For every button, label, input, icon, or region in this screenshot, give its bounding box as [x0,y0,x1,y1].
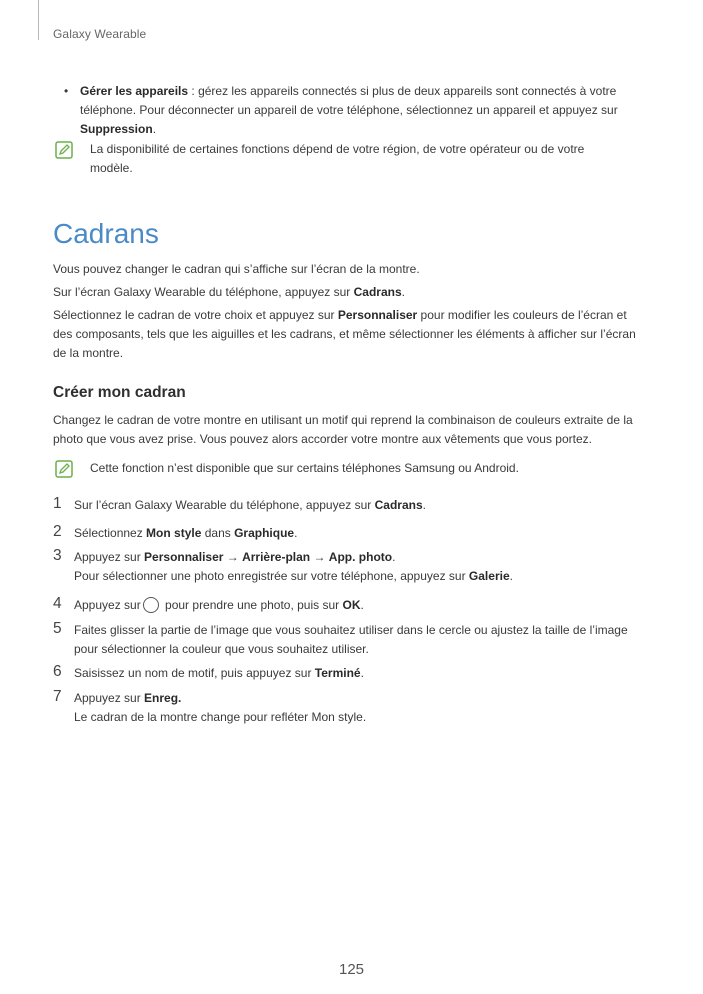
term: App. photo [328,550,393,564]
text: Appuyez sur [74,598,141,612]
step-text: Faites glisser la partie de l’image que vous souhaitez utiliser dans le cercle ou ajustez la taille de l’image pour sélectionner la couleur que vous souhaitez utiliser. [74,623,628,656]
text: Le cadran de la montre change pour refléter Mon style. [74,710,367,724]
term: Terminé [314,666,361,680]
header-divider [38,0,39,40]
paragraph [53,306,648,363]
step-item [53,524,648,543]
note-icon [55,460,73,478]
bullet-text [80,82,644,139]
step-item [53,664,648,683]
term: Personnaliser [337,308,418,322]
step-text [74,496,648,515]
text: Pour sélectionner une photo enregistrée sur votre téléphone, appuyez sur [74,569,469,583]
text: . [294,526,298,540]
text: Saisissez un nom de motif, puis appuyez sur [74,666,315,680]
bullet-mark: • [64,84,69,98]
step-item [53,596,648,615]
text: . [401,285,405,299]
term: Mon style [146,526,202,540]
step-text [74,689,648,727]
term: Enreg. [144,691,182,705]
step-number: 3 [53,547,62,564]
paragraph: Vous pouvez changer le cadran qui s’affiche sur l’écran de la montre. [53,262,420,276]
step-number: 7 [53,688,62,705]
term: Gérer les appareils [80,84,189,98]
term: Galerie [468,569,510,583]
term: Arrière-plan [242,550,311,564]
note-icon [55,141,73,159]
text: : gérez les appareils connectés si plus de deux appareils sont connectés à votre téléphone. Pour déconnecter un appareil de votre téléphone, sélectionnez un appareil et appuyez sur [80,84,618,117]
text: Appuyez sur [74,550,145,564]
text: Sur l’écran Galaxy Wearable du téléphone, appuyez sur [53,285,354,299]
term: OK [342,598,361,612]
step-text [74,548,648,586]
arrow: → [223,550,243,564]
note-text: Cette fonction n’est disponible que sur certains téléphones Samsung ou Android. [90,461,519,475]
text: . [422,498,426,512]
step-item [53,689,648,727]
step-item [53,621,648,659]
page-header: Galaxy Wearable [53,27,147,41]
text: Appuyez sur [74,691,145,705]
arrow: → [310,550,329,564]
paragraph [53,283,648,302]
section-title: Cadrans [53,218,159,249]
text: . [392,550,396,564]
step-number: 4 [53,595,62,612]
subsection-title: Créer mon cadran [53,384,186,401]
text: pour modifier les couleurs de l’écran et des composants, tels que les aiguilles et les cadrans, et même sélectionner les éléments à afficher sur l’écran de la montre. [53,308,636,360]
camera-shutter-icon [143,597,159,613]
page-number: 125 [338,961,365,978]
text: dans [201,526,235,540]
text: . [360,666,364,680]
text: Sélectionnez le cadran de votre choix et appuyez sur [53,308,338,322]
step-item [53,496,648,515]
note [55,140,625,178]
term: Suppression [80,122,153,136]
step-number: 2 [53,523,62,540]
text: . [509,569,513,583]
term: Personnaliser [144,550,224,564]
paragraph: Changez le cadran de votre montre en utilisant un motif qui reprend la combinaison de couleurs extraite de la photo que vous avez prise. Vous pouvez alors accorder votre montre aux vêtements que vous portez. [53,413,633,446]
term: Cadrans [353,285,402,299]
text: . [152,122,157,136]
term: Cadrans [374,498,423,512]
step-text [74,524,648,543]
step-number: 5 [53,620,62,637]
step-number: 6 [53,663,62,680]
step-item [53,548,648,586]
step-text [74,596,648,615]
step-number: 1 [53,495,62,512]
text: Sélectionnez [74,526,147,540]
note-text: La disponibilité de certaines fonctions dépend de votre région, de votre opérateur ou de votre modèle. [90,142,585,175]
note [55,459,625,478]
text: Sur l’écran Galaxy Wearable du téléphone, appuyez sur [74,498,375,512]
text: . [360,598,364,612]
step-text [74,664,648,683]
term: Graphique [234,526,295,540]
text: pour prendre une photo, puis sur [161,598,343,612]
list-item [64,82,644,139]
